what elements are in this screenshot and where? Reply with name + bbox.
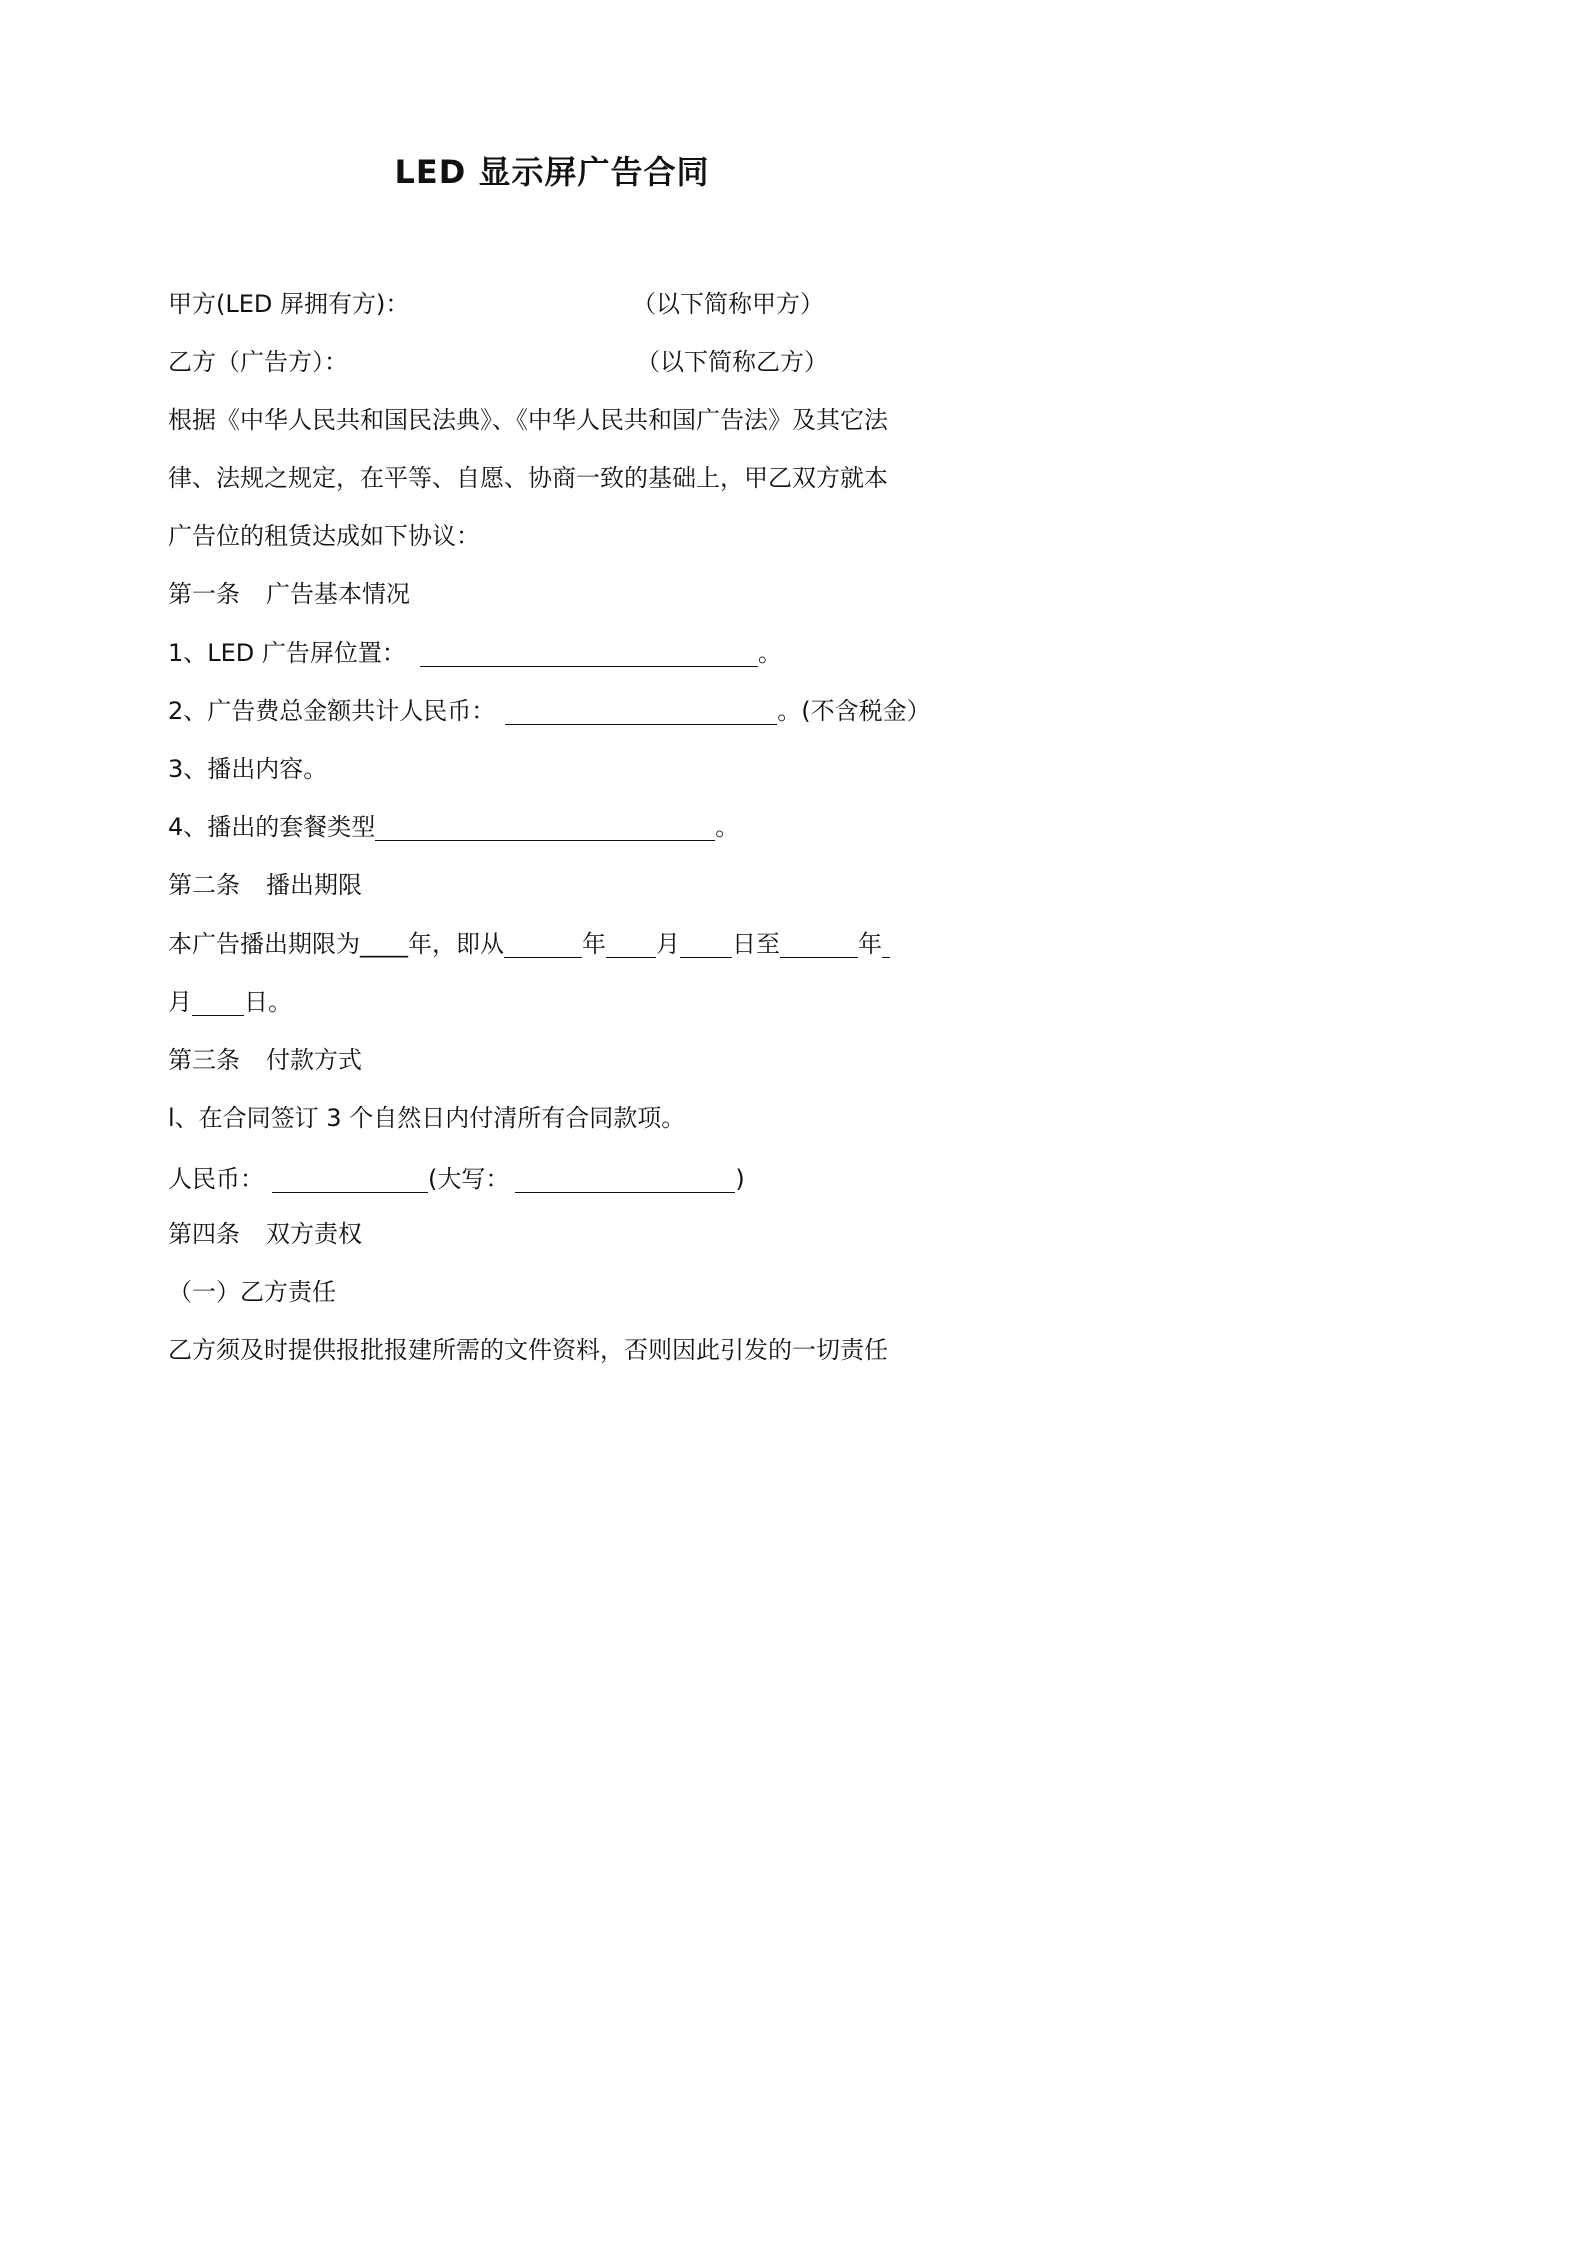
- article-1-item-3: 3、播出内容。: [168, 755, 328, 783]
- article-4-heading: [168, 1217, 948, 1251]
- end-month-unit: 月: [168, 988, 192, 1016]
- article-3-heading: [168, 1043, 948, 1077]
- term-prefix: 本广告播出期限为: [168, 930, 360, 958]
- article-4-paragraph-1: 乙方须及时提供报批报建所需的文件资料，否则因此引发的一切责任: [168, 1336, 888, 1364]
- start-month-unit: 月: [656, 930, 680, 958]
- daxie-end: ): [735, 1165, 745, 1193]
- daxie-label: (大写：: [428, 1165, 510, 1193]
- article-1-heading: [168, 577, 948, 611]
- document-title: LED 显示屏广告合同: [394, 153, 710, 191]
- end-year-blank[interactable]: [780, 933, 858, 958]
- end-day-blank[interactable]: [192, 991, 244, 1016]
- daxie-amount-blank[interactable]: [515, 1168, 735, 1193]
- article-1-item-1: [168, 636, 948, 670]
- article-4-subsection-1: （一）乙方责任: [168, 1278, 336, 1306]
- item-4-label: 4、播出的套餐类型: [168, 813, 376, 841]
- intro-line-2: 律、法规之规定，在平等、自愿、协商一致的基础上，甲乙双方就本: [168, 464, 888, 492]
- article-3-rmb-line: [168, 1162, 948, 1196]
- term-year-from: 年，即从: [408, 930, 504, 958]
- party-b-alias: （以下简称乙方）: [636, 348, 828, 376]
- article-2-number: 第二条: [168, 871, 240, 899]
- end-year-unit: 年: [858, 930, 882, 958]
- article-3-number: 第三条: [168, 1046, 240, 1074]
- end-day-unit: 日。: [244, 988, 292, 1016]
- party-b-line: [168, 345, 948, 379]
- article-2-title: 播出期限: [266, 871, 362, 899]
- article-2-heading: [168, 868, 948, 902]
- item-1-label: 1、LED 广告屏位置：: [168, 639, 406, 667]
- article-3-title: 付款方式: [266, 1046, 362, 1074]
- item-4-end: 。: [715, 813, 740, 841]
- article-1-title: 广告基本情况: [266, 580, 410, 608]
- article-4-title: 双方责权: [266, 1220, 362, 1248]
- rmb-label: 人民币：: [168, 1165, 264, 1193]
- amount-blank[interactable]: [505, 700, 777, 725]
- article-2-term-line-2: [168, 985, 948, 1019]
- start-day-blank[interactable]: [680, 933, 732, 958]
- party-a-alias: （以下简称甲方）: [632, 290, 824, 318]
- article-3-item-1: l、在合同签订 3 个自然日内付清所有合同款项。: [168, 1104, 686, 1132]
- party-a-label: 甲方(LED 屏拥有方)：: [168, 290, 410, 318]
- start-day-to: 日至: [732, 930, 780, 958]
- contract-page: [0, 0, 1104, 1562]
- item-2-label: 2、广告费总金额共计人民币：: [168, 697, 496, 725]
- party-b-label: 乙方（广告方）：: [168, 348, 348, 376]
- article-4-number: 第四条: [168, 1220, 240, 1248]
- article-1-item-2: [168, 694, 948, 728]
- article-2-term-line-1: [168, 927, 948, 961]
- end-month-blank-start[interactable]: [882, 933, 890, 958]
- article-1-item-4: [168, 810, 948, 844]
- article-1-number: 第一条: [168, 580, 240, 608]
- location-blank[interactable]: [420, 642, 758, 667]
- rmb-amount-blank[interactable]: [272, 1168, 428, 1193]
- start-month-blank[interactable]: [606, 933, 656, 958]
- start-year-blank[interactable]: [504, 933, 582, 958]
- item-2-end: 。(不含税金）: [777, 697, 931, 725]
- term-years-blank[interactable]: ____: [360, 930, 408, 958]
- intro-line-1: 根据《中华人民共和国民法典》、《中华人民共和国广告法》及其它法: [168, 406, 888, 434]
- party-a-line: [168, 287, 948, 321]
- intro-line-3: 广告位的租赁达成如下协议：: [168, 522, 480, 550]
- item-1-end: 。: [757, 639, 782, 667]
- start-year-unit: 年: [582, 930, 606, 958]
- package-type-blank[interactable]: [375, 816, 715, 841]
